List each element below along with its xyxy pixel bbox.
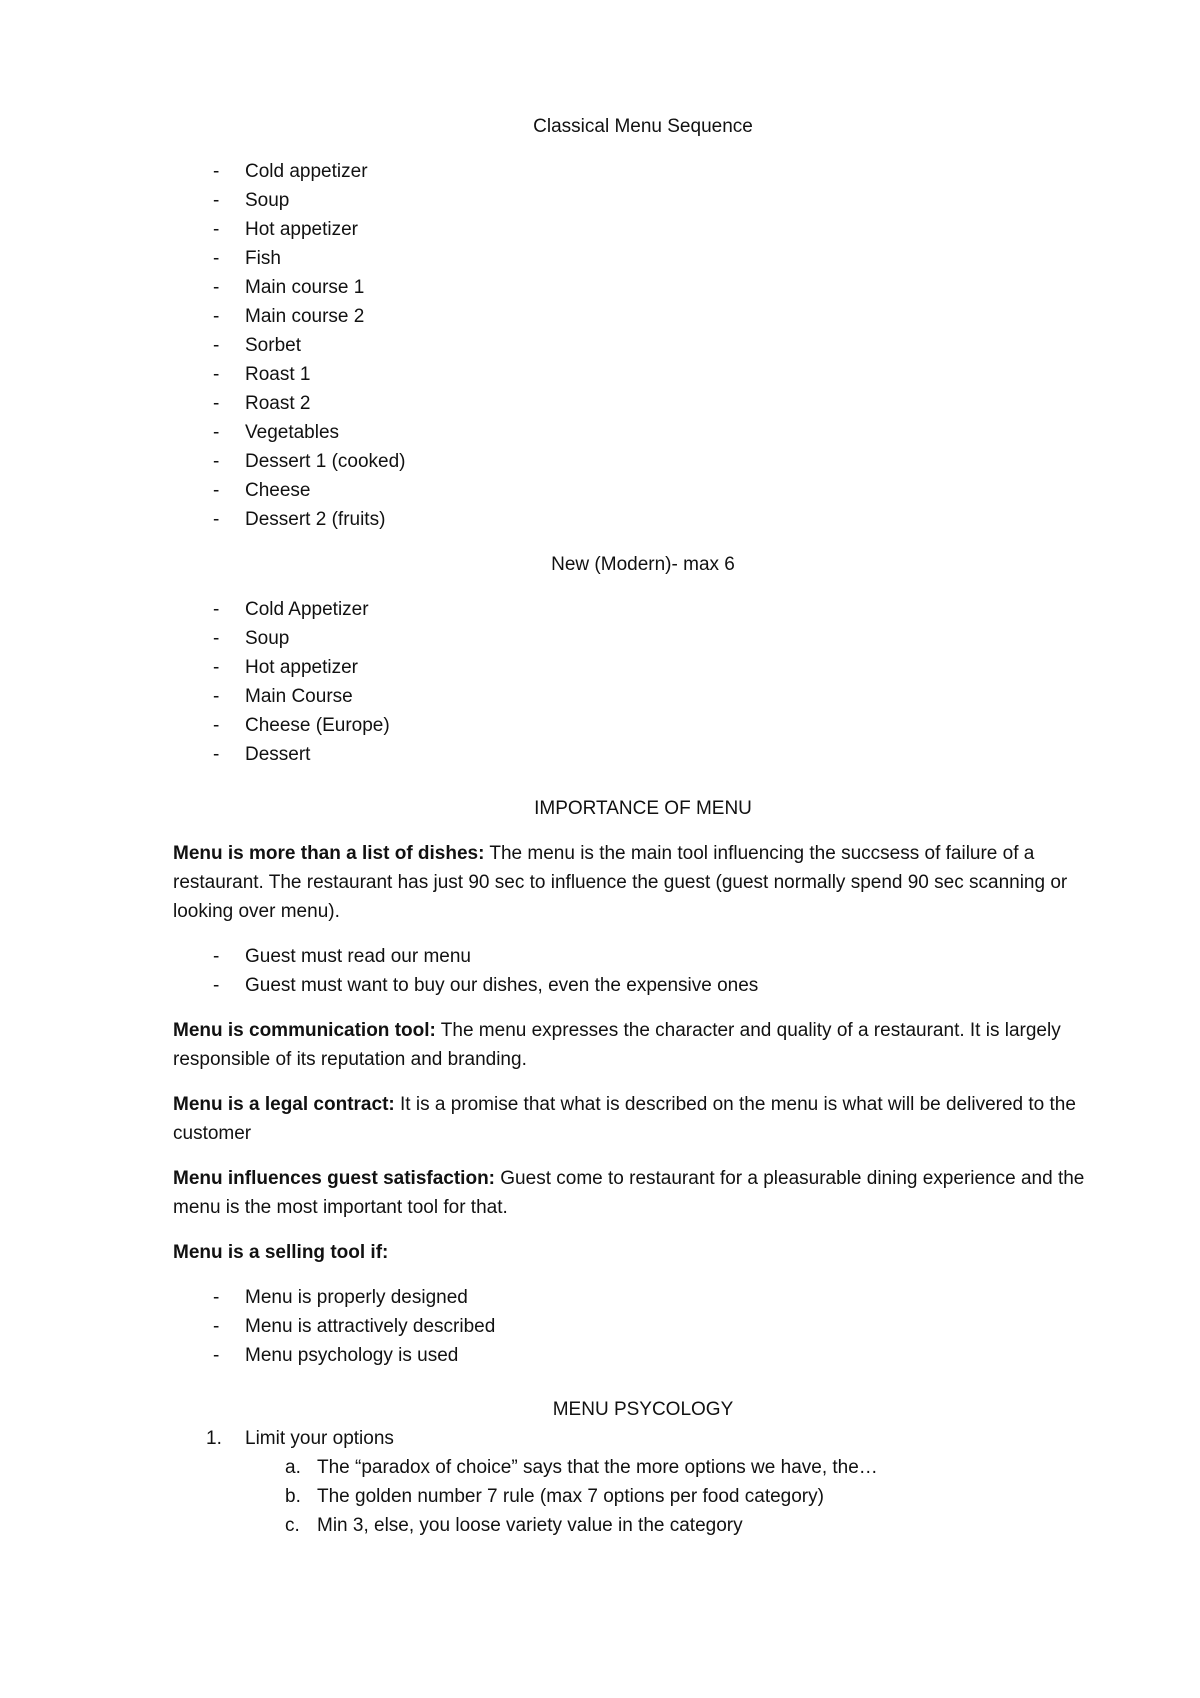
psychology-sublist: [245, 1453, 1113, 1540]
list-item: - Cold Appetizer: [173, 595, 1113, 624]
importance-paragraph-4: [173, 1164, 1113, 1222]
classical-title: Classical Menu Sequence: [533, 116, 753, 137]
psychology-title: MENU PSYCOLOGY: [552, 1399, 734, 1420]
list-item: - Main course 2: [173, 302, 1113, 331]
modern-title: New (Modern)- max 6: [551, 554, 735, 575]
list-item: - Main Course: [173, 682, 1113, 711]
list-item: - Menu is properly designed: [173, 1283, 1113, 1312]
list-item: - Cheese: [173, 476, 1113, 505]
paragraph-lead: Menu is a selling tool if:: [173, 1242, 389, 1263]
paragraph-text: Guest come to restaurant for a pleasurable dining experience and the menu is the most important tool for that.: [173, 1168, 1085, 1218]
dash-bullet: -: [213, 1316, 220, 1337]
paragraph-text: It is a promise that what is described on the menu is what will be delivered to the customer: [173, 1094, 1076, 1144]
list-item: - Guest must read our menu: [173, 942, 1113, 971]
dash-bullet: -: [213, 219, 220, 240]
list-item: - Cheese (Europe): [173, 711, 1113, 740]
paragraph-text: The menu is the main tool influencing the succsess of failure of a restaurant. The restaurant has just 90 sec to influence the guest (guest normally spend 90 sec scanning or looking over menu).: [173, 843, 1068, 922]
list-item: - Cold appetizer: [173, 157, 1113, 186]
dash-bullet: -: [213, 628, 220, 649]
dash-bullet: -: [213, 451, 220, 472]
dash-bullet: -: [213, 946, 220, 967]
dash-bullet: -: [213, 975, 220, 996]
list-letter: a.: [285, 1457, 301, 1478]
classical-list: [173, 157, 1113, 534]
dash-bullet: -: [213, 1287, 220, 1308]
list-item: - Fish: [173, 244, 1113, 273]
dash-bullet: -: [213, 715, 220, 736]
dash-bullet: -: [213, 599, 220, 620]
dash-bullet: -: [213, 335, 220, 356]
importance-paragraph-2: [173, 1016, 1113, 1074]
importance-paragraph-3: [173, 1090, 1113, 1148]
dash-bullet: -: [213, 422, 220, 443]
list-letter: b.: [285, 1486, 301, 1507]
importance-paragraph-1: [173, 839, 1113, 926]
dash-bullet: -: [213, 1345, 220, 1366]
modern-list: [173, 595, 1113, 769]
list-item-label: Limit your options: [245, 1428, 394, 1449]
selling-tool-list: [173, 1283, 1113, 1370]
psychology-list: [173, 1424, 1113, 1540]
dash-bullet: -: [213, 306, 220, 327]
list-item: - Menu is attractively described: [173, 1312, 1113, 1341]
list-item: - Hot appetizer: [173, 653, 1113, 682]
list-item: - Soup: [173, 624, 1113, 653]
paragraph-text: The menu expresses the character and quality of a restaurant. It is largely responsible of its reputation and branding.: [173, 1020, 1061, 1070]
dash-bullet: -: [213, 686, 220, 707]
list-item: - Dessert: [173, 740, 1113, 769]
paragraph-lead: Menu is more than a list of dishes:: [173, 843, 485, 864]
list-item: - Sorbet: [173, 331, 1113, 360]
list-item: - Soup: [173, 186, 1113, 215]
paragraph-lead: Menu influences guest satisfaction:: [173, 1168, 495, 1189]
sub-list-item: c. Min 3, else, you loose variety value in the category: [245, 1511, 1113, 1540]
paragraph-lead: Menu is a legal contract:: [173, 1094, 395, 1115]
dash-bullet: -: [213, 248, 220, 269]
dash-bullet: -: [213, 509, 220, 530]
dash-bullet: -: [213, 161, 220, 182]
list-item: - Hot appetizer: [173, 215, 1113, 244]
list-item: - Roast 2: [173, 389, 1113, 418]
list-letter: c.: [285, 1515, 300, 1536]
list-item: - Dessert 1 (cooked): [173, 447, 1113, 476]
dash-bullet: -: [213, 190, 220, 211]
list-item: - Dessert 2 (fruits): [173, 505, 1113, 534]
document-content: [173, 112, 1113, 1540]
dash-bullet: -: [213, 277, 220, 298]
list-item: - Roast 1: [173, 360, 1113, 389]
list-item: - Main course 1: [173, 273, 1113, 302]
sub-list-item: a. The “paradox of choice” says that the more options we have, the…: [245, 1453, 1113, 1482]
list-number: 1.: [206, 1428, 222, 1449]
paragraph-lead: Menu is communication tool:: [173, 1020, 436, 1041]
dash-bullet: -: [213, 393, 220, 414]
dash-bullet: -: [213, 744, 220, 765]
list-item: - Guest must want to buy our dishes, even the expensive ones: [173, 971, 1113, 1000]
dash-bullet: -: [213, 480, 220, 501]
list-item: - Menu psychology is used: [173, 1341, 1113, 1370]
list-item: [173, 1424, 1113, 1540]
dash-bullet: -: [213, 364, 220, 385]
sub-list-item: b. The golden number 7 rule (max 7 options per food category): [245, 1482, 1113, 1511]
dash-bullet: -: [213, 657, 220, 678]
importance-title: IMPORTANCE OF MENU: [534, 798, 752, 819]
importance-paragraph-5: [173, 1238, 1113, 1267]
guest-list: [173, 942, 1113, 1000]
list-item: - Vegetables: [173, 418, 1113, 447]
